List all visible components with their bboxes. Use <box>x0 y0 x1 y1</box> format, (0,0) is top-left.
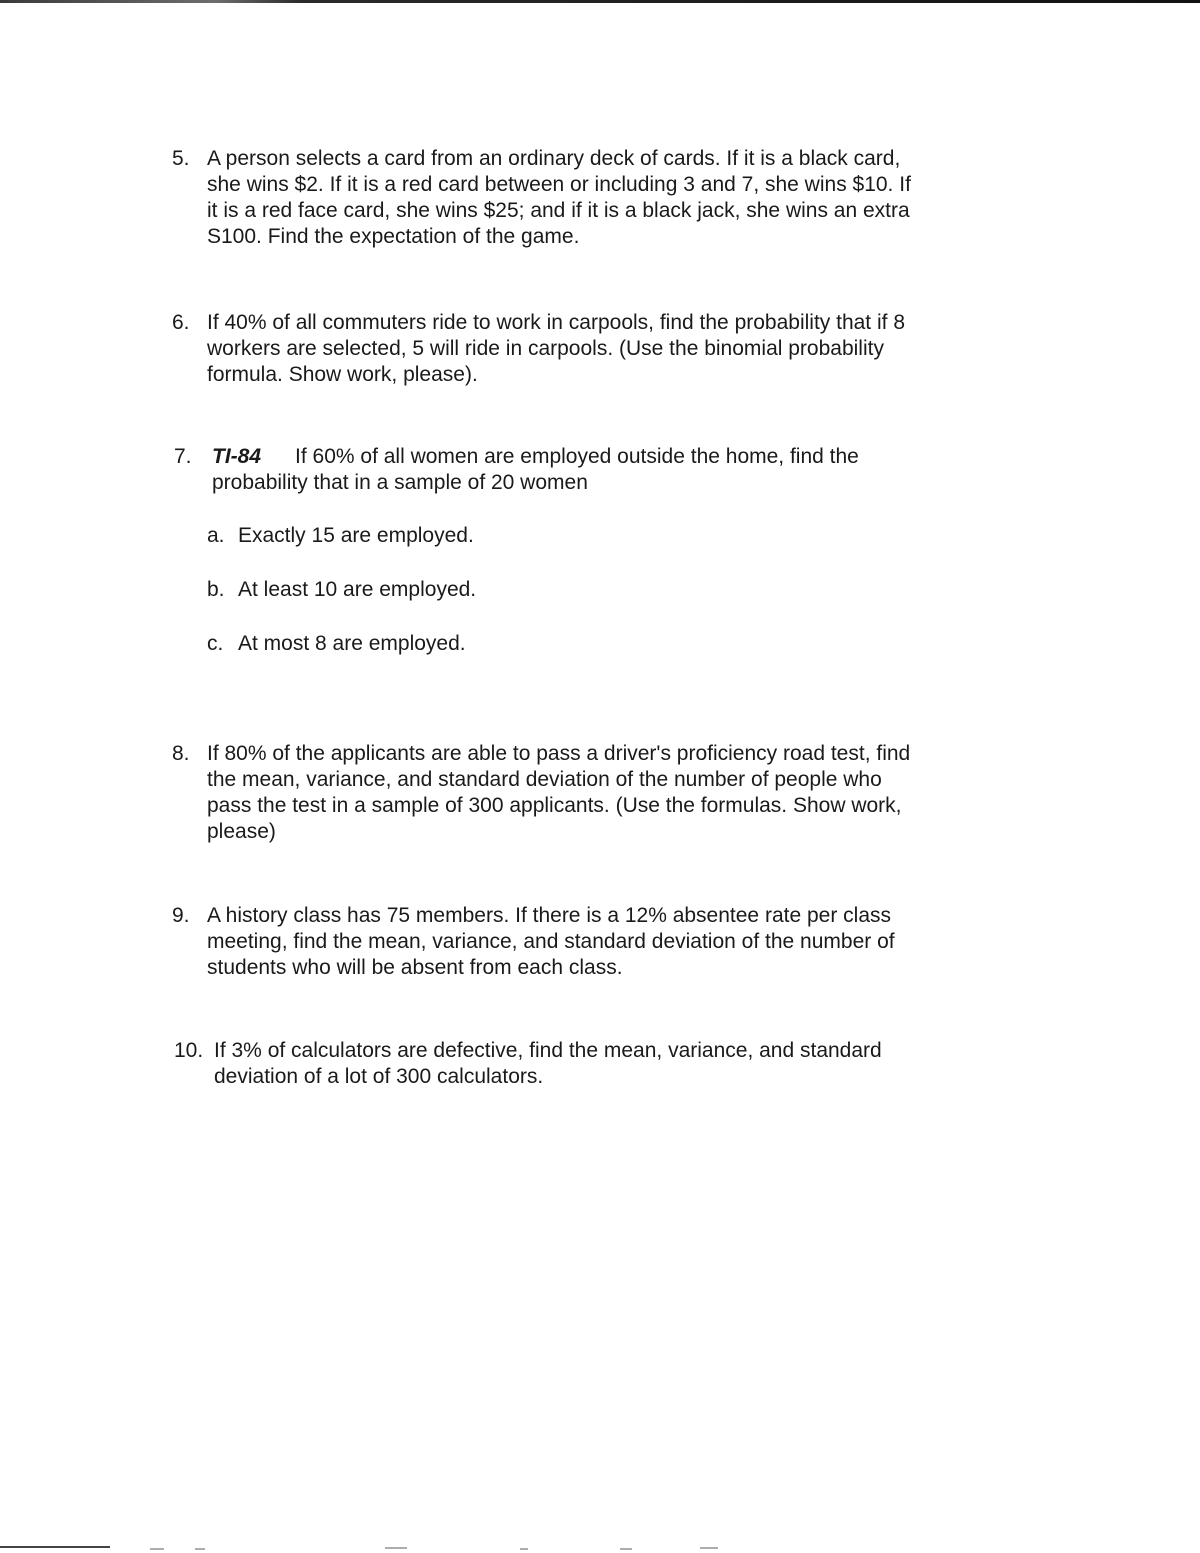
scan-speck <box>150 1548 164 1550</box>
question-line-text: If 60% of all women are employed outside the home, find the <box>295 445 859 468</box>
calculator-tag: TI-84 <box>212 445 262 468</box>
question-7-part-b <box>207 577 476 603</box>
question-line: please) <box>207 820 276 843</box>
question-line: S100. Find the expectation of the game. <box>207 225 580 248</box>
question-line: workers are selected, 5 will ride in carpools. (Use the binomial probability <box>207 337 884 360</box>
part-letter: c. <box>207 632 224 655</box>
question-line: probability that in a sample of 20 women <box>212 471 588 494</box>
question-text <box>207 310 905 388</box>
question-number: 6. <box>172 311 190 334</box>
question-line: If 80% of the applicants are able to pass a driver's proficiency road test, find <box>207 742 911 765</box>
question-text <box>214 1038 882 1090</box>
question-text <box>212 444 859 496</box>
question-number: 10. <box>174 1039 204 1062</box>
part-text: At least 10 are employed. <box>238 578 477 601</box>
scan-speck <box>700 1547 718 1549</box>
question-line: If 40% of all commuters ride to work in carpools, find the probability that if 8 <box>207 311 905 334</box>
question-line: pass the test in a sample of 300 applicants. (Use the formulas. Show work, <box>207 794 902 817</box>
scan-speck <box>520 1548 528 1550</box>
question-text <box>207 146 911 250</box>
question-line <box>212 444 859 470</box>
question-line: it is a red face card, she wins $25; and if it is a black jack, she wins an extra <box>207 199 910 222</box>
question-number: 5. <box>172 147 190 170</box>
question-text <box>207 903 895 981</box>
question-number: 8. <box>172 742 190 765</box>
part-text: Exactly 15 are employed. <box>238 524 474 547</box>
question-text <box>207 741 910 845</box>
scan-noise <box>0 1544 1200 1553</box>
question-7-part-a <box>207 523 474 549</box>
question-line: formula. Show work, please). <box>207 363 478 386</box>
part-letter: a. <box>207 524 225 547</box>
question-line: deviation of a lot of 300 calculators. <box>214 1065 544 1088</box>
part-letter: b. <box>207 578 225 601</box>
scan-speck <box>620 1548 632 1550</box>
question-line: meeting, find the mean, variance, and standard deviation of the number of <box>207 930 895 953</box>
scan-speck <box>195 1548 205 1550</box>
question-line: A person selects a card from an ordinary deck of cards. If it is a black card, <box>207 147 901 170</box>
question-line: she wins $2. If it is a red card between or including 3 and 7, she wins $10. If <box>207 173 911 196</box>
question-number: 9. <box>172 904 190 927</box>
part-text: At most 8 are employed. <box>238 632 466 655</box>
question-line: the mean, variance, and standard deviation of the number of people who <box>207 768 882 791</box>
question-line: If 3% of calculators are defective, find the mean, variance, and standard <box>214 1039 882 1062</box>
scan-speck <box>385 1547 407 1549</box>
question-number: 7. <box>174 445 192 468</box>
question-7-part-c <box>207 631 466 657</box>
question-line: A history class has 75 members. If there is a 12% absentee rate per class <box>207 904 891 927</box>
question-line: students who will be absent from each class. <box>207 956 623 979</box>
